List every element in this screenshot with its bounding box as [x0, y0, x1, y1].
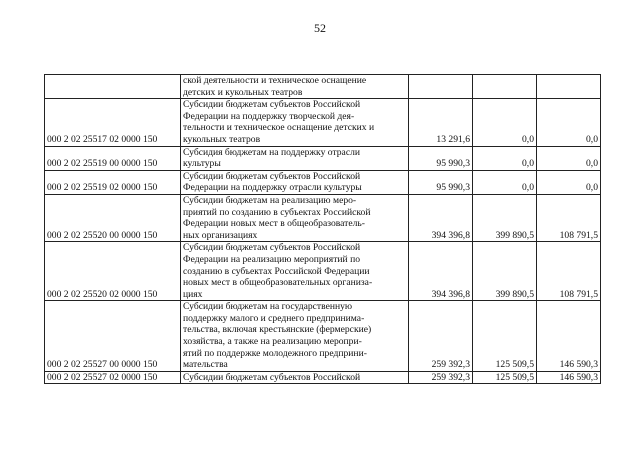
amount-cell-2 — [473, 75, 537, 99]
description-line: поддержку малого и среднего предпринима- — [183, 312, 365, 324]
amount-cell-1: 95 990,3 — [409, 146, 473, 170]
description-line: Федерации новых мест в общеобразователь- — [183, 218, 365, 230]
description-cell — [181, 301, 409, 372]
description-cell — [181, 170, 409, 194]
description-line: тельства, включая крестьянские (фермерские) — [183, 324, 372, 336]
amount-cell-3: 108 791,5 — [537, 242, 601, 301]
amount-cell-2: 399 890,5 — [473, 242, 537, 301]
table-row — [45, 146, 601, 170]
description-cell — [181, 75, 409, 99]
description-line: Федерации на поддержку отрасли культуры — [183, 182, 362, 194]
description-line: детских и кукольных театров — [183, 86, 303, 98]
amount-cell-1: 259 392,3 — [409, 371, 473, 384]
description-line: созданию в субъектах Российской Федерации — [183, 265, 370, 277]
budget-table-body — [45, 75, 601, 384]
budget-code-cell: 000 2 02 25517 02 0000 150 — [45, 99, 181, 146]
description-cell — [181, 194, 409, 241]
description-line: Субсидии бюджетам на реализацию меро- — [183, 194, 357, 206]
table-row — [45, 371, 601, 384]
description-line: Субсидии бюджетам на государственную — [183, 301, 353, 313]
budget-code-cell: 000 2 02 25520 00 0000 150 — [45, 194, 181, 241]
description-cell — [181, 242, 409, 301]
description-line: Субсидии бюджетам субъектов Российской — [183, 371, 361, 383]
description-line: хозяйства, а также на реализацию меропри- — [183, 336, 362, 348]
description-line: Субсидии бюджетам субъектов Российской — [183, 170, 361, 182]
description-line: мательства — [183, 359, 228, 371]
description-line: Субсидии бюджетам субъектов Российской — [183, 99, 361, 111]
description-line: приятий по созданию в субъектах Российской — [183, 206, 371, 218]
budget-code-cell: 000 2 02 25527 02 0000 150 — [45, 371, 181, 384]
table-row — [45, 301, 601, 372]
description-line: Субсидия бюджетам на поддержку отрасли — [183, 146, 360, 158]
description-line: циях — [183, 288, 203, 300]
amount-cell-2: 399 890,5 — [473, 194, 537, 241]
description-line: кукольных театров — [183, 133, 261, 145]
amount-cell-3: 0,0 — [537, 146, 601, 170]
description-cell — [181, 371, 409, 384]
description-line: ятий по поддержке молодежного предприни- — [183, 347, 367, 359]
description-line: Федерации на поддержку творческой дея- — [183, 110, 355, 122]
description-line: ской деятельности и техническое оснащение — [183, 75, 367, 86]
budget-code-cell: 000 2 02 25527 00 0000 150 — [45, 301, 181, 372]
description-cell — [181, 99, 409, 146]
amount-cell-3: 0,0 — [537, 99, 601, 146]
amount-cell-1: 394 396,8 — [409, 194, 473, 241]
budget-table — [44, 74, 601, 384]
amount-cell-2: 0,0 — [473, 146, 537, 170]
table-row — [45, 99, 601, 146]
budget-code-cell: 000 2 02 25520 02 0000 150 — [45, 242, 181, 301]
description-line: Субсидии бюджетам субъектов Российской — [183, 242, 361, 254]
description-line: Федерации на реализацию мероприятий по — [183, 253, 361, 265]
description-line: культуры — [183, 158, 221, 170]
amount-cell-1: 95 990,3 — [409, 170, 473, 194]
amount-cell-2: 125 509,5 — [473, 301, 537, 372]
amount-cell-3: 146 590,3 — [537, 301, 601, 372]
description-cell — [181, 146, 409, 170]
amount-cell-1 — [409, 75, 473, 99]
amount-cell-3 — [537, 75, 601, 99]
table-row — [45, 75, 601, 99]
description-line: тельности и техническое оснащение детских и — [183, 122, 375, 134]
amount-cell-3: 146 590,3 — [537, 371, 601, 384]
amount-cell-1: 259 392,3 — [409, 301, 473, 372]
amount-cell-1: 394 396,8 — [409, 242, 473, 301]
page-number: 52 — [314, 21, 326, 35]
description-line: ных организациях — [183, 229, 258, 241]
budget-code-cell: 000 2 02 25519 00 0000 150 — [45, 146, 181, 170]
amount-cell-1: 13 291,6 — [409, 99, 473, 146]
amount-cell-3: 108 791,5 — [537, 194, 601, 241]
table-row — [45, 194, 601, 241]
amount-cell-2: 0,0 — [473, 99, 537, 146]
budget-code-cell: 000 2 02 25519 02 0000 150 — [45, 170, 181, 194]
description-line: новых мест в общеобразовательных организа- — [183, 277, 373, 289]
table-row — [45, 170, 601, 194]
amount-cell-2: 125 509,5 — [473, 371, 537, 384]
budget-code-cell — [45, 75, 181, 99]
amount-cell-2: 0,0 — [473, 170, 537, 194]
table-row — [45, 242, 601, 301]
amount-cell-3: 0,0 — [537, 170, 601, 194]
